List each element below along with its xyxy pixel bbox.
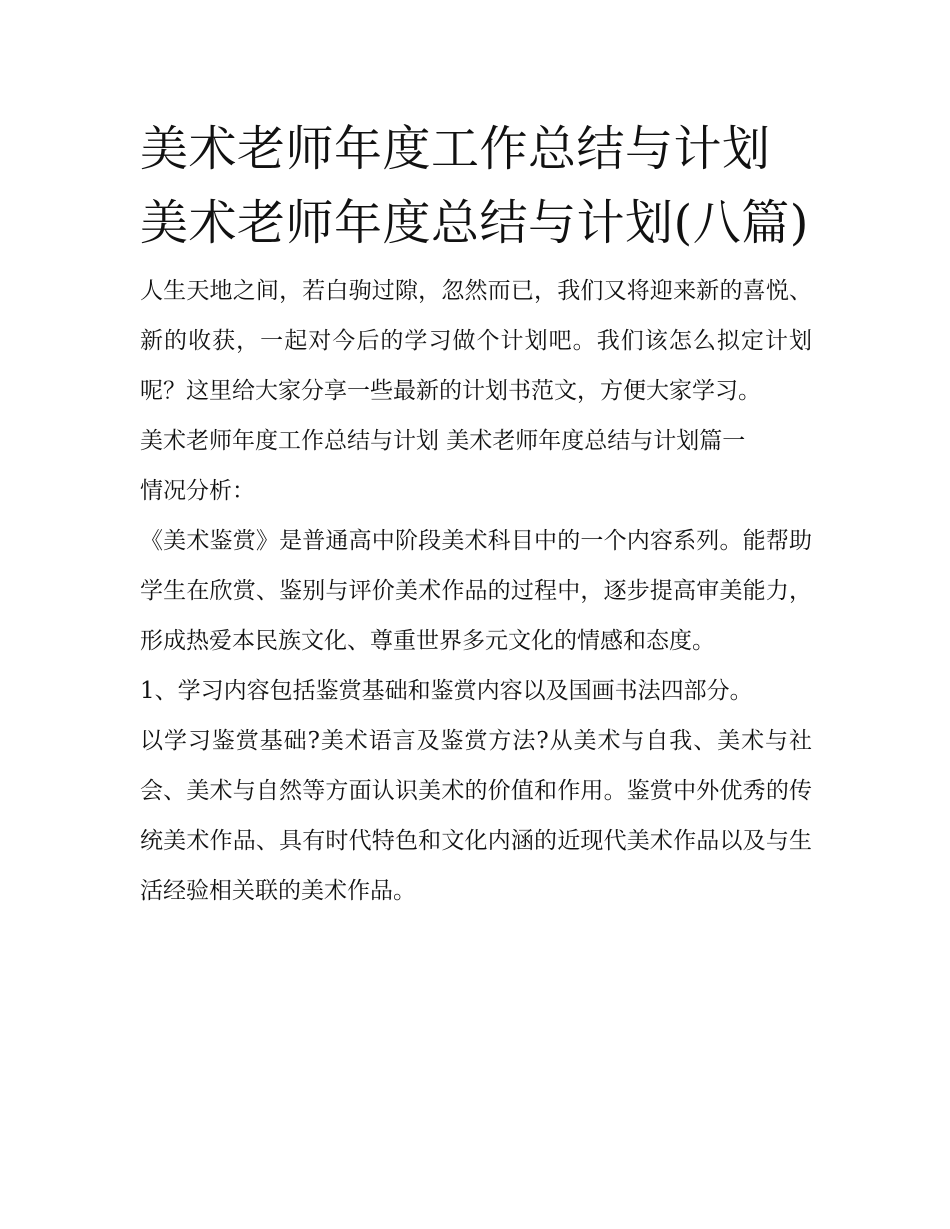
paragraph-2: 以学习鉴赏基础?美术语言及鉴赏方法?从美术与自我、美术与社会、美术与自然等方面认识美术的价值和作用。鉴赏中外优秀的传统美术作品、具有时代特色和文化内涵的近现代美术作品以及与生活经验相关联的美术作品。 bbox=[140, 728, 812, 904]
list-item-1: 1、学习内容包括鉴赏基础和鉴赏内容以及国画书法四部分。 bbox=[140, 678, 753, 704]
paragraph-1: 《美术鉴赏》是普通高中阶段美术科目中的一个内容系列。能帮助学生在欣赏、鉴别与评价美术作品的过程中，逐步提高审美能力，形成热爱本民族文化、尊重世界多元文化的情感和态度。 bbox=[140, 528, 812, 654]
document-title: 美术老师年度工作总结与计划 美术老师年度总结与计划(八篇) bbox=[140, 121, 809, 251]
section-heading: 美术老师年度工作总结与计划 美术老师年度总结与计划篇一 bbox=[140, 428, 746, 454]
intro-paragraph: 人生天地之间，若白驹过隙，忽然而已，我们又将迎来新的喜悦、新的收获，一起对今后的学习做个计划吧。我们该怎么拟定计划呢？这里给大家分享一些最新的计划书范文，方便大家学习。 bbox=[140, 278, 812, 404]
document-body bbox=[140, 112, 812, 916]
subheading: 情况分析： bbox=[140, 478, 255, 504]
